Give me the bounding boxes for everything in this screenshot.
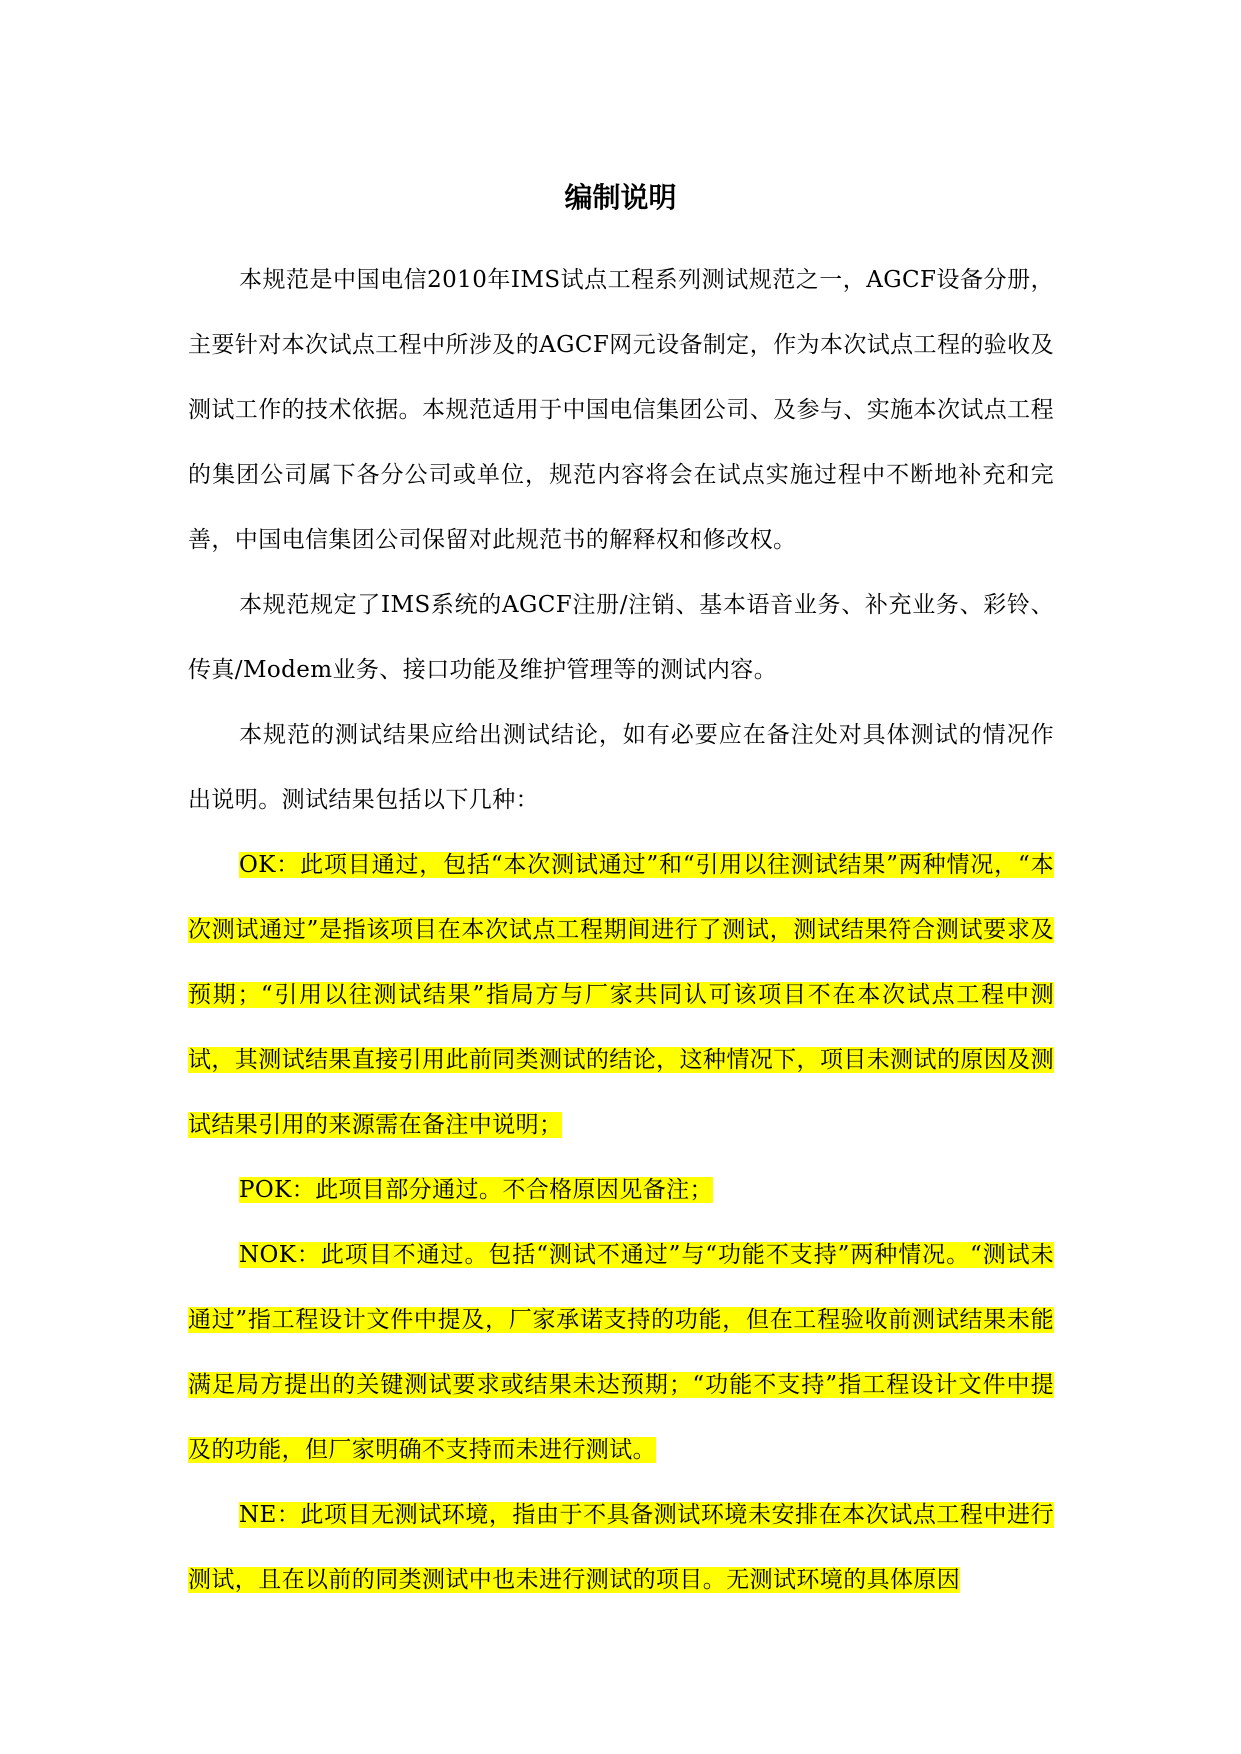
highlighted-text: NE：此项目无测试环境，指由于不具备测试环境未安排在本次试点工程中进行测试，且在以前的同类测试中也未进行测试的项目。无测试环境的具体原因: [188, 1502, 1054, 1593]
paragraph-text: 本规范的测试结果应给出测试结论，如有必要应在备注处对具体测试的情况作出说明。测试结果包括以下几种：: [188, 722, 1054, 813]
paragraph-content: [188, 573, 1054, 703]
highlighted-text: OK：此项目通过，包括“本次测试通过”和“引用以往测试结果”两种情况，“本次测试通过”是指该项目在本次试点工程期间进行了测试，测试结果符合测试要求及预期；“引用以往测试结果”指局方与厂家共同认可该项目不在本次试点工程中测试，其测试结果直接引用此前同类测试的结论，这种情况下，项目未测试的原因及测试结果引用的来源需在备注中说明；: [188, 852, 1054, 1138]
paragraph-text: 本规范是中国电信2010年IMS试点工程系列测试规范之一，AGCF设备分册，主要针对本次试点工程中所涉及的AGCF网元设备制定，作为本次试点工程的验收及测试工作的技术依据。本规范适用于中国电信集团公司、及参与、实施本次试点工程的集团公司属下各分公司或单位，规范内容将会在试点实施过程中不断地补充和完善，中国电信集团公司保留对此规范书的解释权和修改权。: [188, 267, 1054, 553]
paragraph-results-intro: [188, 703, 1054, 833]
paragraph-nok: [188, 1223, 1054, 1483]
document-title: 编制说明: [564, 181, 677, 214]
paragraph-scope: [188, 248, 1054, 573]
paragraph-ok: [188, 833, 1054, 1158]
paragraph-ne: [188, 1483, 1054, 1613]
highlighted-text: NOK：此项目不通过。包括“测试不通过”与“功能不支持”两种情况。“测试未通过”指工程设计文件中提及，厂家承诺支持的功能，但在工程验收前测试结果未能满足局方提出的关键测试要求或结果未达预期；“功能不支持”指工程设计文件中提及的功能，但厂家明确不支持而未进行测试。: [188, 1242, 1054, 1463]
highlighted-text: POK：此项目部分通过。不合格原因见备注；: [239, 1177, 713, 1203]
paragraph-pok: [188, 1158, 1054, 1223]
paragraph-text: 本规范规定了IMS系统的AGCF注册/注销、基本语音业务、补充业务、彩铃、传真/Modem业务、接口功能及维护管理等的测试内容。: [188, 592, 1054, 683]
